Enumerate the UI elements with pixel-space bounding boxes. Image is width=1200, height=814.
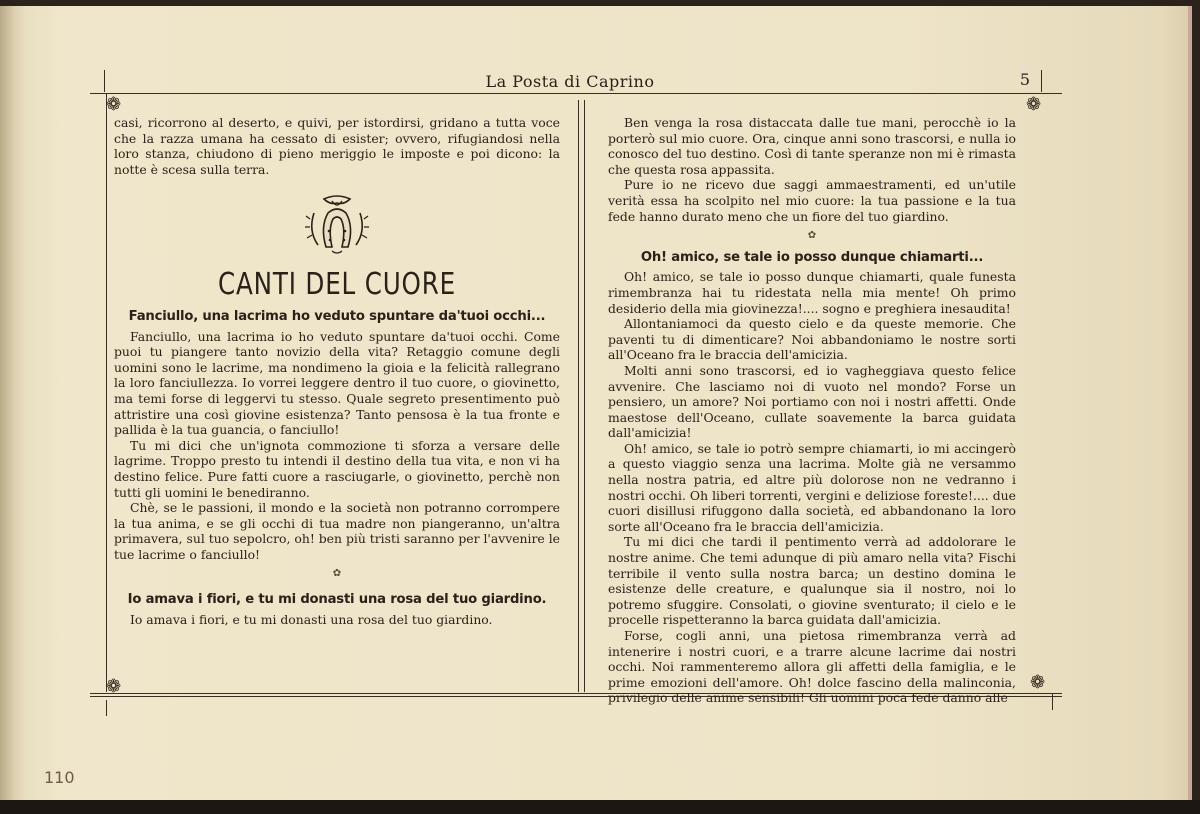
horseshoe-emblem-icon [302, 191, 372, 257]
poem-heading-1: Fanciullo, una lacrima ho veduto spuntare da'tuoi occhi... [128, 308, 546, 324]
paragraph: Molti anni sono trascorsi, ed io vagheggiava questo felice avvenire. Che lasciamo noi di vuoto nel mondo? Forse un pensiero, un amore? Noi portiamo con noi i nostri affetti. Onde maestose dell'Oceano, cullate soavemente la barca guidata dall'amicizia! [608, 362, 1016, 441]
paragraph: Pure io ne ricevo due saggi ammaestramenti, ed un'utile verità essa ha scolpito nel mio cuore: la tua passione e la tua fede hanno durato meno che un fiore del tuo giardino. [608, 177, 1016, 224]
left-column [114, 115, 560, 627]
page-bottom-edge [0, 800, 1200, 814]
paragraph: Fanciullo, una lacrima io ho veduto spuntare da'tuoi occhi. Come puoi tu piangere tanto novizio della vita? Retaggio comune degli uomini sono le lacrime, ma nondimeno la gioia e la felicità rallegrano la loro fanciullezza. Io vorrei leggere dentro il tuo cuore, o giovinetto, ma temi forse di leggervi tu stesso. Quale segreto presentimento può attristire una così giovine esistenza? Tanto pensosa è la tua fronte e pallida è la tua guancia, o fanciullo! [114, 328, 560, 438]
header-rule-right [1041, 70, 1042, 92]
running-head [90, 68, 1050, 94]
section-title: CANTI DEL CUORE [217, 267, 457, 303]
paragraph: Oh! amico, se tale io posso dunque chiamarti, quale funesta rimembranza hai tu ridestata nella mia mente! Oh primo desiderio della mia giovinezza!.... sogno e preghiera inesaudita! [608, 269, 1016, 316]
frame-left-rule [106, 94, 107, 692]
corner-ornament-top-left-icon: ❁ [106, 94, 122, 115]
paragraph: Oh! amico, se tale io potrò sempre chiamarti, io mi accingerò a questo viaggio senza una lacrima. Molte già ne versammo nella nostra patria, ed altre più dolorose non ne vedranno i nostri occhi. Oh liberi torrenti, vergini e deliziose foreste!.... due cuori disillusi rifuggono dalla società, ed abbandonano la loro sorte all'Oceano fra le braccia dell'amicizia. [608, 440, 1016, 534]
corner-tick-left [106, 700, 107, 716]
corner-tick-right [1052, 694, 1053, 710]
page-curl [0, 6, 24, 804]
corner-ornament-bottom-right-icon: ❁ [1030, 672, 1046, 693]
paragraph: Tu mi dici che un'ignota commozione ti sforza a versare delle lagrime. Troppo presto tu intendi il destino della tua vita, e non vi ha destino felice. Pure fatti cuore a rasciugarle, o giovinetto, perchè non tutti gli uomini le benediranno. [114, 437, 560, 500]
poem-heading-3: Oh! amico, se tale io posso dunque chiamarti... [640, 249, 984, 265]
paragraph: Chè, se le passioni, il mondo e la società non potranno corrompere la tua anima, e se gli occhi di tua madre non piangeranno, un'altra primavera, sul tuo sepolcro, oh! ben più tristi saranno per l'avvenire le tue lacrime o fanciullo! [114, 500, 560, 562]
paragraph: Forse, cogli anni, una pietosa rimembranza verrà ad intenerire i nostri cuori, e a trarre alcune lacrime dai nostri occhi. Noi rammenteremo allora gli affetti della famiglia, e le prime emozioni dell'amore. Oh! dolce fascino della malinconia, privilegio delle anime sensibili! Gli uomini poca fede danno alle [608, 628, 1016, 706]
handwritten-margin-note: 110 [44, 768, 75, 787]
continuation-paragraph: casi, ricorrono al deserto, e quivi, per istordirsi, gridano a tutta voce che la razza umana ha cessato di esister; ovvero, rifugiandosi nella loro stanza, chiudono di pieno meriggio le imposte e poi dicono: la notte è scesa sulla terra. [114, 115, 560, 177]
paragraph: Allontaniamoci da questo cielo e da queste memorie. Che paventi tu di dimenticare? Noi abbandoniamo le nostre sorti all'Oceano fra le braccia dell'amicizia. [608, 316, 1016, 363]
paragraph: Io amava i fiori, e tu mi donasti una rosa del tuo giardino. [130, 611, 493, 627]
paragraph: Tu mi dici che tardi il pentimento verrà ad addolorare le nostre anime. Che temi adunque di più amaro nella vita? Fischi terribile il vento sulla nostra barca; un destino domina le esistenze delle creature, e qualunque sia il nostro, noi lo potremo sfuggire. Consolati, o giovine sventurato; il cielo e le procelle rispetteranno la barca guidata dall'amicizia. [608, 534, 1016, 628]
page-number: 5 [1019, 70, 1030, 89]
poem-heading-2: Io amava i fiori, e tu mi donasti una rosa del tuo giardino. [127, 592, 547, 608]
corner-ornament-bottom-left-icon: ❁ [106, 676, 122, 697]
separator-ornament-icon: ✿ [807, 230, 817, 242]
paragraph: Ben venga la rosa distaccata dalle tue mani, perocchè io la porterò sul mio cuore. Ora, cinque anni sono trascorsi, e nulla io conosco del tuo destino. Così di tante speranze non mi è rimasta che questa rosa appassita. [608, 115, 1016, 177]
column-divider-left [578, 100, 579, 692]
journal-title: La Posta di Caprino [485, 72, 655, 91]
column-divider-right [584, 100, 585, 692]
right-column [608, 115, 1016, 706]
corner-ornament-top-right-icon: ❁ [1026, 94, 1042, 115]
frame-top-rule [90, 93, 1062, 94]
separator-ornament-icon: ✿ [332, 568, 342, 580]
